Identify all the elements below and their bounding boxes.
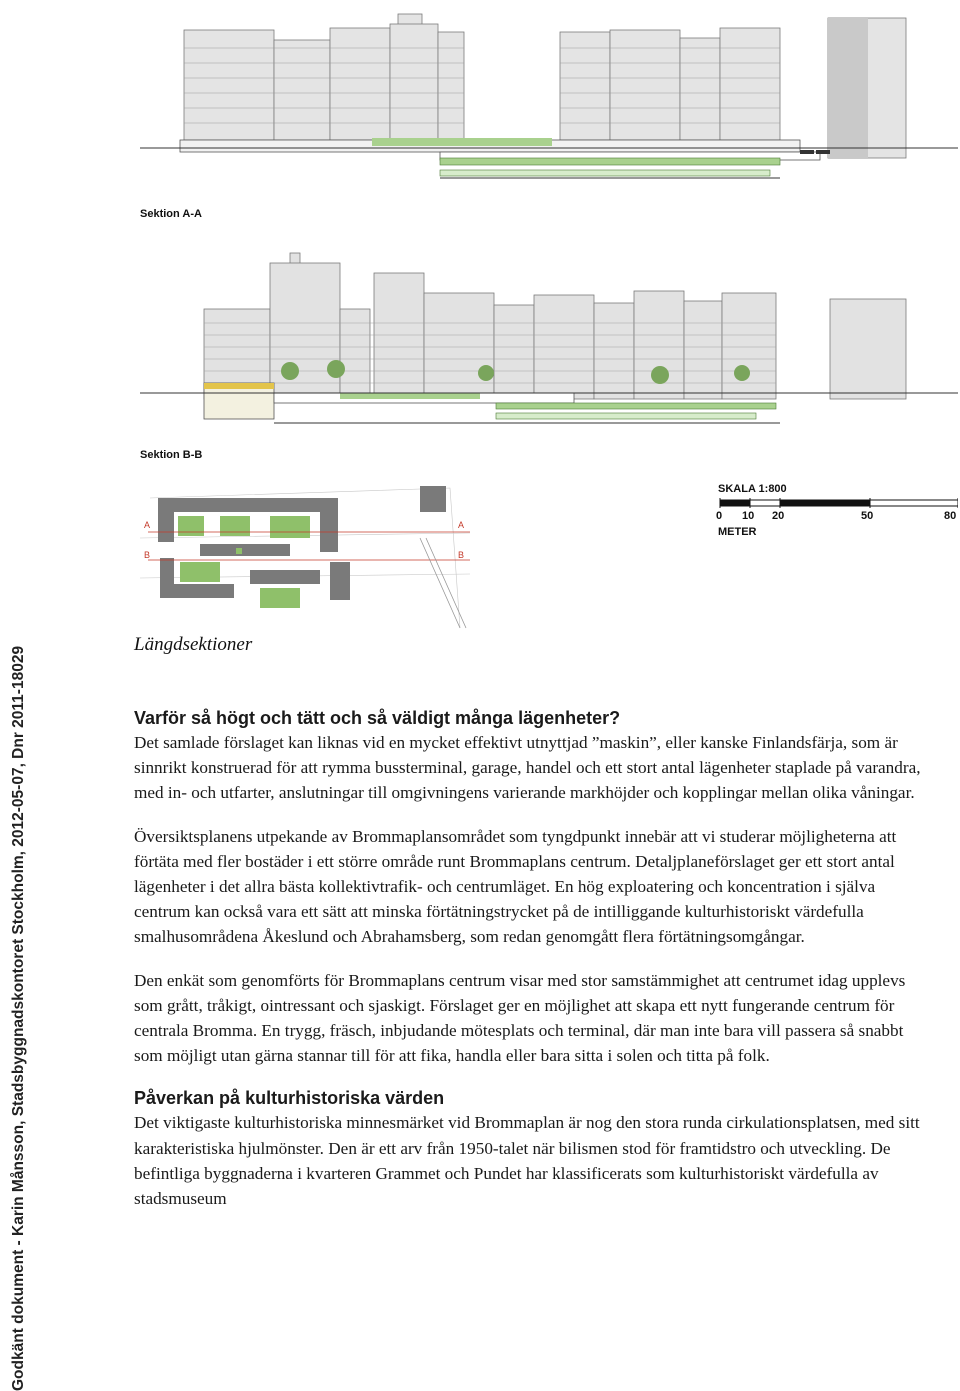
scale-unit: METER	[718, 526, 757, 538]
marker-a-left: A	[144, 520, 151, 530]
site-plan	[140, 478, 958, 632]
scale-tick-80: 80	[944, 510, 957, 522]
section-b-svg	[140, 243, 958, 465]
paragraph-cultural: Det viktigaste kulturhistoriska minnesmärket vid Brommaplan är nog den stora runda cirkulationsplatsen, med sitt karakteristiska hjulmönster. Den är ett arv från 1950-talet när bilismen stod för framtidstro och utveckling. De befintliga byggnaderna i kvarteren Grammet och Pundet har klassificerats som kulturhistoriskt värdefulla av stadsmuseum	[134, 1113, 920, 1209]
heading-cultural-values: Påverkan på kulturhistoriska värden	[134, 1088, 445, 1109]
marker-b-left: B	[144, 550, 151, 560]
approval-stamp: Godkänt dokument - Karin Månsson, Stadsbyggnadskontoret Stockholm, 2012-05-07, Dnr 2011-18029	[10, 645, 27, 1391]
marker-a-right: A	[458, 520, 465, 530]
paragraph-comprehensive-plan: Översiktsplanens utpekande av Brommaplansområdet som tyngdpunkt innebär att vi studerar möjligheterna att förtäta med fler bostäder i ett större område runt Brommaplans centrum. Detaljplaneförslaget ger ett stort antal lägenheter i det allra bästa kollektivtrafik- och centrumläget. En hög exploatering och koncentration i själva centrum kan också vara ett sätt att minska förtätningstrycket på de intilliggande kulturhistoriskt värdefulla smalhusområdena Åkeslund och Abrahamsberg, som redan genomgått flera förtätningsomgångar.	[134, 826, 897, 947]
section-b-label: Sektion B-B	[140, 449, 203, 461]
heading-why-dense: Varför så högt och tätt och så väldigt många lägenheter?	[134, 708, 621, 728]
marker-b-right: B	[458, 550, 465, 560]
section-a-svg	[140, 8, 958, 223]
scale-title: SKALA 1:800	[718, 483, 787, 495]
scale-tick-0: 0	[716, 510, 723, 522]
section-a-label: Sektion A-A	[140, 208, 202, 220]
paragraph-machine: Det samlade förslaget kan liknas vid en mycket effektivt utnyttjad ”maskin”, eller kanske Finlandsfärja, som är sinnrikt konstruerad för att rymma bussterminal, garage, handel och ett stort antal lägenheter staplade på varandra, med in- och utfarter, anslutningar till omgivningens varierande markhöjder och kopplingar mellan olika våningar.	[134, 733, 921, 803]
section-b-drawing	[140, 243, 958, 465]
scale-tick-20: 20	[772, 510, 785, 522]
section-a-drawing	[140, 8, 958, 223]
scale-tick-10: 10	[742, 510, 755, 522]
scale-tick-50: 50	[861, 510, 874, 522]
paragraph-survey: Den enkät som genomförts för Brommaplans centrum visar med stor samstämmighet att centrumet idag upplevs som grått, tråkigt, ointressant och sjaskigt. Förslaget ger en möjlighet att skapa ett nytt fungerande centrum för centrala Bromma. En trygg, fräsch, inbjudande mötesplats och terminal, där man inte bara vill passera så snabbt som möjligt utan gärna stannar till för att fika, handla eller bara sitta i solen och titta på folk.	[134, 970, 906, 1066]
body-text	[134, 706, 934, 1229]
figure-caption: Längdsektioner	[134, 634, 253, 655]
site-plan-svg	[140, 478, 958, 632]
